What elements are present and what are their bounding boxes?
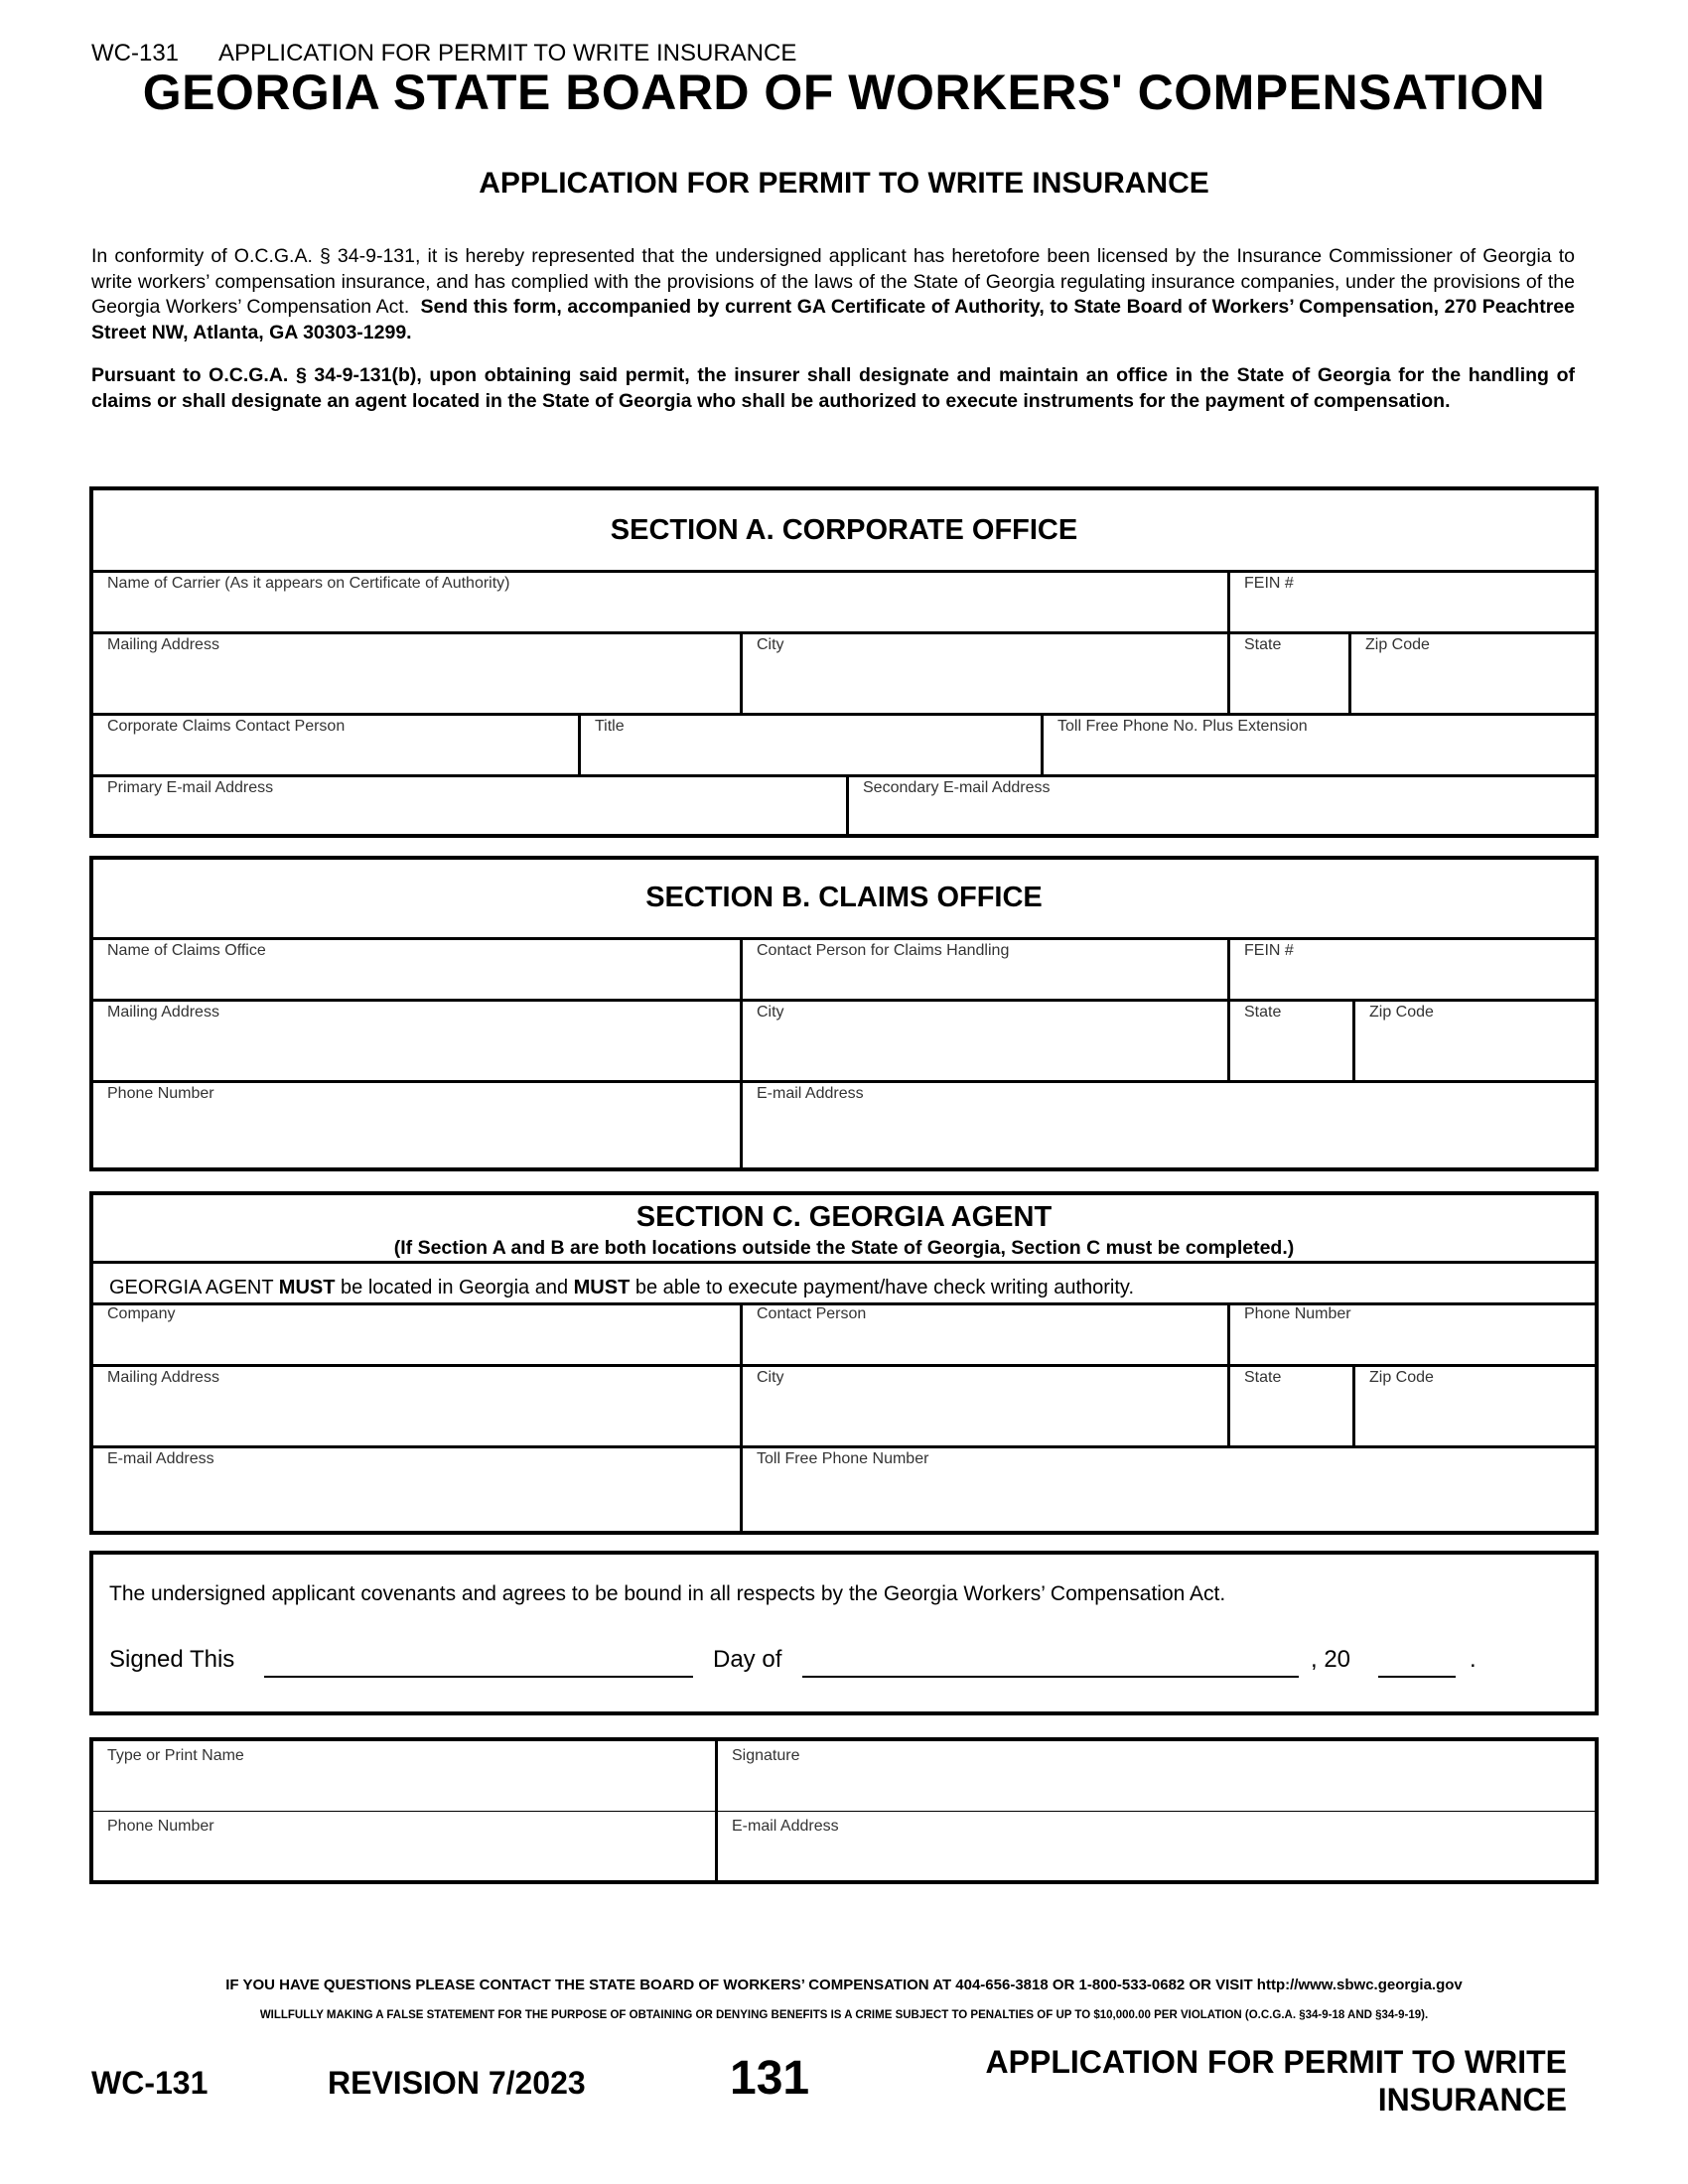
fein-label: FEIN # (1244, 942, 1294, 959)
state-label: State (1244, 1369, 1282, 1386)
company-label: Company (107, 1305, 176, 1322)
zip-label: Zip Code (1369, 1369, 1434, 1386)
divider (93, 1261, 1595, 1264)
section-c-heading: SECTION C. GEORGIA AGENT (635, 1201, 1053, 1233)
claims-contact-field[interactable] (93, 716, 578, 774)
carrier-name-label: Name of Carrier (As it appears on Certificate of Authority) (107, 575, 510, 592)
section-c-box (89, 1191, 1599, 1535)
agent-note-part: be located in Georgia and (335, 1277, 574, 1298)
penalty-warning: WILLFULLY MAKING A FALSE STATEMENT FOR THE PURPOSE OF OBTAINING OR DENYING BENEFITS IS A CRIME SUBJECT TO PENALTIES OF UP TO $10,000.00 PER VIOLATION (O.C.G.A. §34-9-18 AND §34-9-19). (259, 2009, 1429, 2021)
phone-label: Phone Number (107, 1085, 214, 1102)
section-a-mailing-address-field[interactable] (93, 634, 740, 713)
primary-email-label: Primary E-mail Address (107, 779, 274, 796)
claims-office-name-label: Name of Claims Office (107, 942, 266, 959)
signed-day-line[interactable] (264, 1676, 693, 1678)
bottom-title-line-2: INSURANCE (1377, 2082, 1567, 2117)
agent-city-field[interactable] (743, 1367, 1227, 1445)
fein-label: FEIN # (1244, 575, 1294, 592)
section-a-zip-field[interactable] (1351, 634, 1599, 713)
agent-note-must: MUST (278, 1277, 336, 1298)
agent-note-part: be able to execute payment/have check writing authority. (630, 1277, 1135, 1298)
claims-contact-person-field[interactable] (743, 940, 1227, 999)
section-b-state-field[interactable] (1230, 1002, 1352, 1080)
section-a-city-field[interactable] (743, 634, 1227, 713)
toll-free-label: Toll Free Phone No. Plus Extension (1057, 718, 1308, 735)
section-c-subheading: (If Section A and B are both locations outside the State of Georgia, Section C must be completed.) (393, 1237, 1295, 1259)
bottom-form-code: WC-131 (91, 2065, 209, 2101)
phone-label: Phone Number (1244, 1305, 1351, 1322)
print-name-field[interactable] (93, 1741, 715, 1811)
print-name-label: Type or Print Name (107, 1747, 244, 1764)
signature-field[interactable] (718, 1741, 1599, 1811)
revision-label: REVISION 7/2023 (328, 2065, 586, 2101)
toll-free-label: Toll Free Phone Number (757, 1450, 929, 1467)
day-of-label: Day of (713, 1646, 782, 1673)
intro-paragraph-1-instructions: Send this form, accompanied by current GA Certificate of Authority, to State Board of Workers’ Compensation, 270 Peachtree Street NW, Atlanta, GA 30303-1299. (91, 296, 1575, 343)
email-label: E-mail Address (757, 1085, 864, 1102)
contact-person-label: Contact Person (757, 1305, 867, 1322)
agent-note-must: MUST (573, 1277, 631, 1298)
section-b-zip-field[interactable] (1355, 1002, 1599, 1080)
primary-email-field[interactable] (93, 777, 846, 834)
agent-company-field[interactable] (93, 1305, 740, 1364)
state-label: State (1244, 636, 1282, 653)
signature-block-box (89, 1737, 1599, 1884)
mailing-address-label: Mailing Address (107, 636, 219, 653)
intro-paragraph-2: Pursuant to O.C.G.A. § 34-9-131(b), upon obtaining said permit, the insurer shall designate and maintain an office in the State of Georgia for the handling of claims or shall designate an agent located in the State of Georgia who shall be authorized to execute instruments for the payment of compensation. (91, 364, 1575, 412)
section-b-mailing-address-field[interactable] (93, 1002, 740, 1080)
agent-toll-free-field[interactable] (743, 1448, 1599, 1535)
agent-note-part: GEORGIA AGENT (109, 1277, 279, 1298)
mailing-address-label: Mailing Address (107, 1004, 219, 1021)
phone-label: Phone Number (107, 1818, 214, 1835)
month-line[interactable] (802, 1676, 1299, 1678)
city-label: City (757, 636, 784, 653)
title-field[interactable] (581, 716, 1041, 774)
contact-footer: IF YOU HAVE QUESTIONS PLEASE CONTACT THE STATE BOARD OF WORKERS’ COMPENSATION AT 404-656-3818 OR 1-800-533-0682 OR VISIT http://www.sbwc.georgia.gov (225, 1977, 1463, 1993)
section-a-toll-free-field[interactable] (1044, 716, 1599, 774)
claims-contact-person-label: Contact Person for Claims Handling (757, 942, 1010, 959)
section-a-state-field[interactable] (1230, 634, 1348, 713)
form-number: 131 (730, 2052, 810, 2105)
signature-label: Signature (732, 1747, 800, 1764)
year-prefix: , 20 (1311, 1646, 1351, 1673)
year-line[interactable] (1378, 1676, 1456, 1678)
agent-email-field[interactable] (93, 1448, 740, 1535)
document-title: APPLICATION FOR PERMIT TO WRITE INSURANCE (479, 167, 1209, 200)
section-a-fein-field[interactable] (1230, 573, 1599, 631)
mailing-address-label: Mailing Address (107, 1369, 219, 1386)
agency-title: GEORGIA STATE BOARD OF WORKERS' COMPENSATION (142, 65, 1546, 120)
covenant-box (89, 1551, 1599, 1715)
period: . (1470, 1646, 1477, 1673)
zip-label: Zip Code (1369, 1004, 1434, 1021)
section-a-box (89, 486, 1599, 838)
top-form-title: APPLICATION FOR PERMIT TO WRITE INSURANCE (218, 40, 797, 67)
secondary-email-label: Secondary E-mail Address (863, 779, 1051, 796)
agent-contact-person-field[interactable] (743, 1305, 1227, 1364)
zip-label: Zip Code (1365, 636, 1430, 653)
carrier-name-field[interactable] (93, 573, 1227, 631)
state-label: State (1244, 1004, 1282, 1021)
section-b-email-field[interactable] (743, 1083, 1599, 1171)
covenant-text: The undersigned applicant covenants and agrees to be bound in all respects by the Georgia Workers’ Compensation Act. (109, 1582, 1226, 1605)
bottom-title-line-1: APPLICATION FOR PERMIT TO WRITE (985, 2044, 1567, 2080)
agent-zip-field[interactable] (1355, 1367, 1599, 1445)
email-label: E-mail Address (107, 1450, 214, 1467)
claims-contact-label: Corporate Claims Contact Person (107, 718, 346, 735)
city-label: City (757, 1369, 784, 1386)
city-label: City (757, 1004, 784, 1021)
signer-email-field[interactable] (718, 1812, 1599, 1884)
intro-paragraph-1-text: In conformity of O.C.G.A. § 34-9-131, it is hereby represented that the undersigned applicant has heretofore been licensed by the Insurance Commissioner of Georgia to write workers’ compensation insurance, and has complied with the provisions of the laws of the State of Georgia regulating insurance companies, under the provisions of the Georgia Workers’ Compensation Act. (91, 245, 1575, 318)
agent-phone-field[interactable] (1230, 1305, 1599, 1364)
title-label: Title (595, 718, 625, 735)
signed-this-label: Signed This (109, 1646, 235, 1673)
section-b-city-field[interactable] (743, 1002, 1227, 1080)
top-form-code: WC-131 (91, 40, 180, 67)
section-b-heading: SECTION B. CLAIMS OFFICE (645, 882, 1043, 913)
section-b-phone-field[interactable] (93, 1083, 740, 1171)
agent-state-field[interactable] (1230, 1367, 1352, 1445)
agent-requirement-note (109, 1277, 1134, 1299)
section-b-box (89, 856, 1599, 1171)
email-label: E-mail Address (732, 1818, 839, 1835)
claims-office-name-field[interactable] (93, 940, 740, 999)
section-b-fein-field[interactable] (1230, 940, 1599, 999)
intro-paragraph-1 (91, 244, 1575, 345)
agent-mailing-address-field[interactable] (93, 1367, 740, 1445)
secondary-email-field[interactable] (849, 777, 1599, 834)
section-a-heading: SECTION A. CORPORATE OFFICE (610, 514, 1078, 546)
bottom-form-title (872, 2043, 1567, 2118)
signer-phone-field[interactable] (93, 1812, 715, 1884)
